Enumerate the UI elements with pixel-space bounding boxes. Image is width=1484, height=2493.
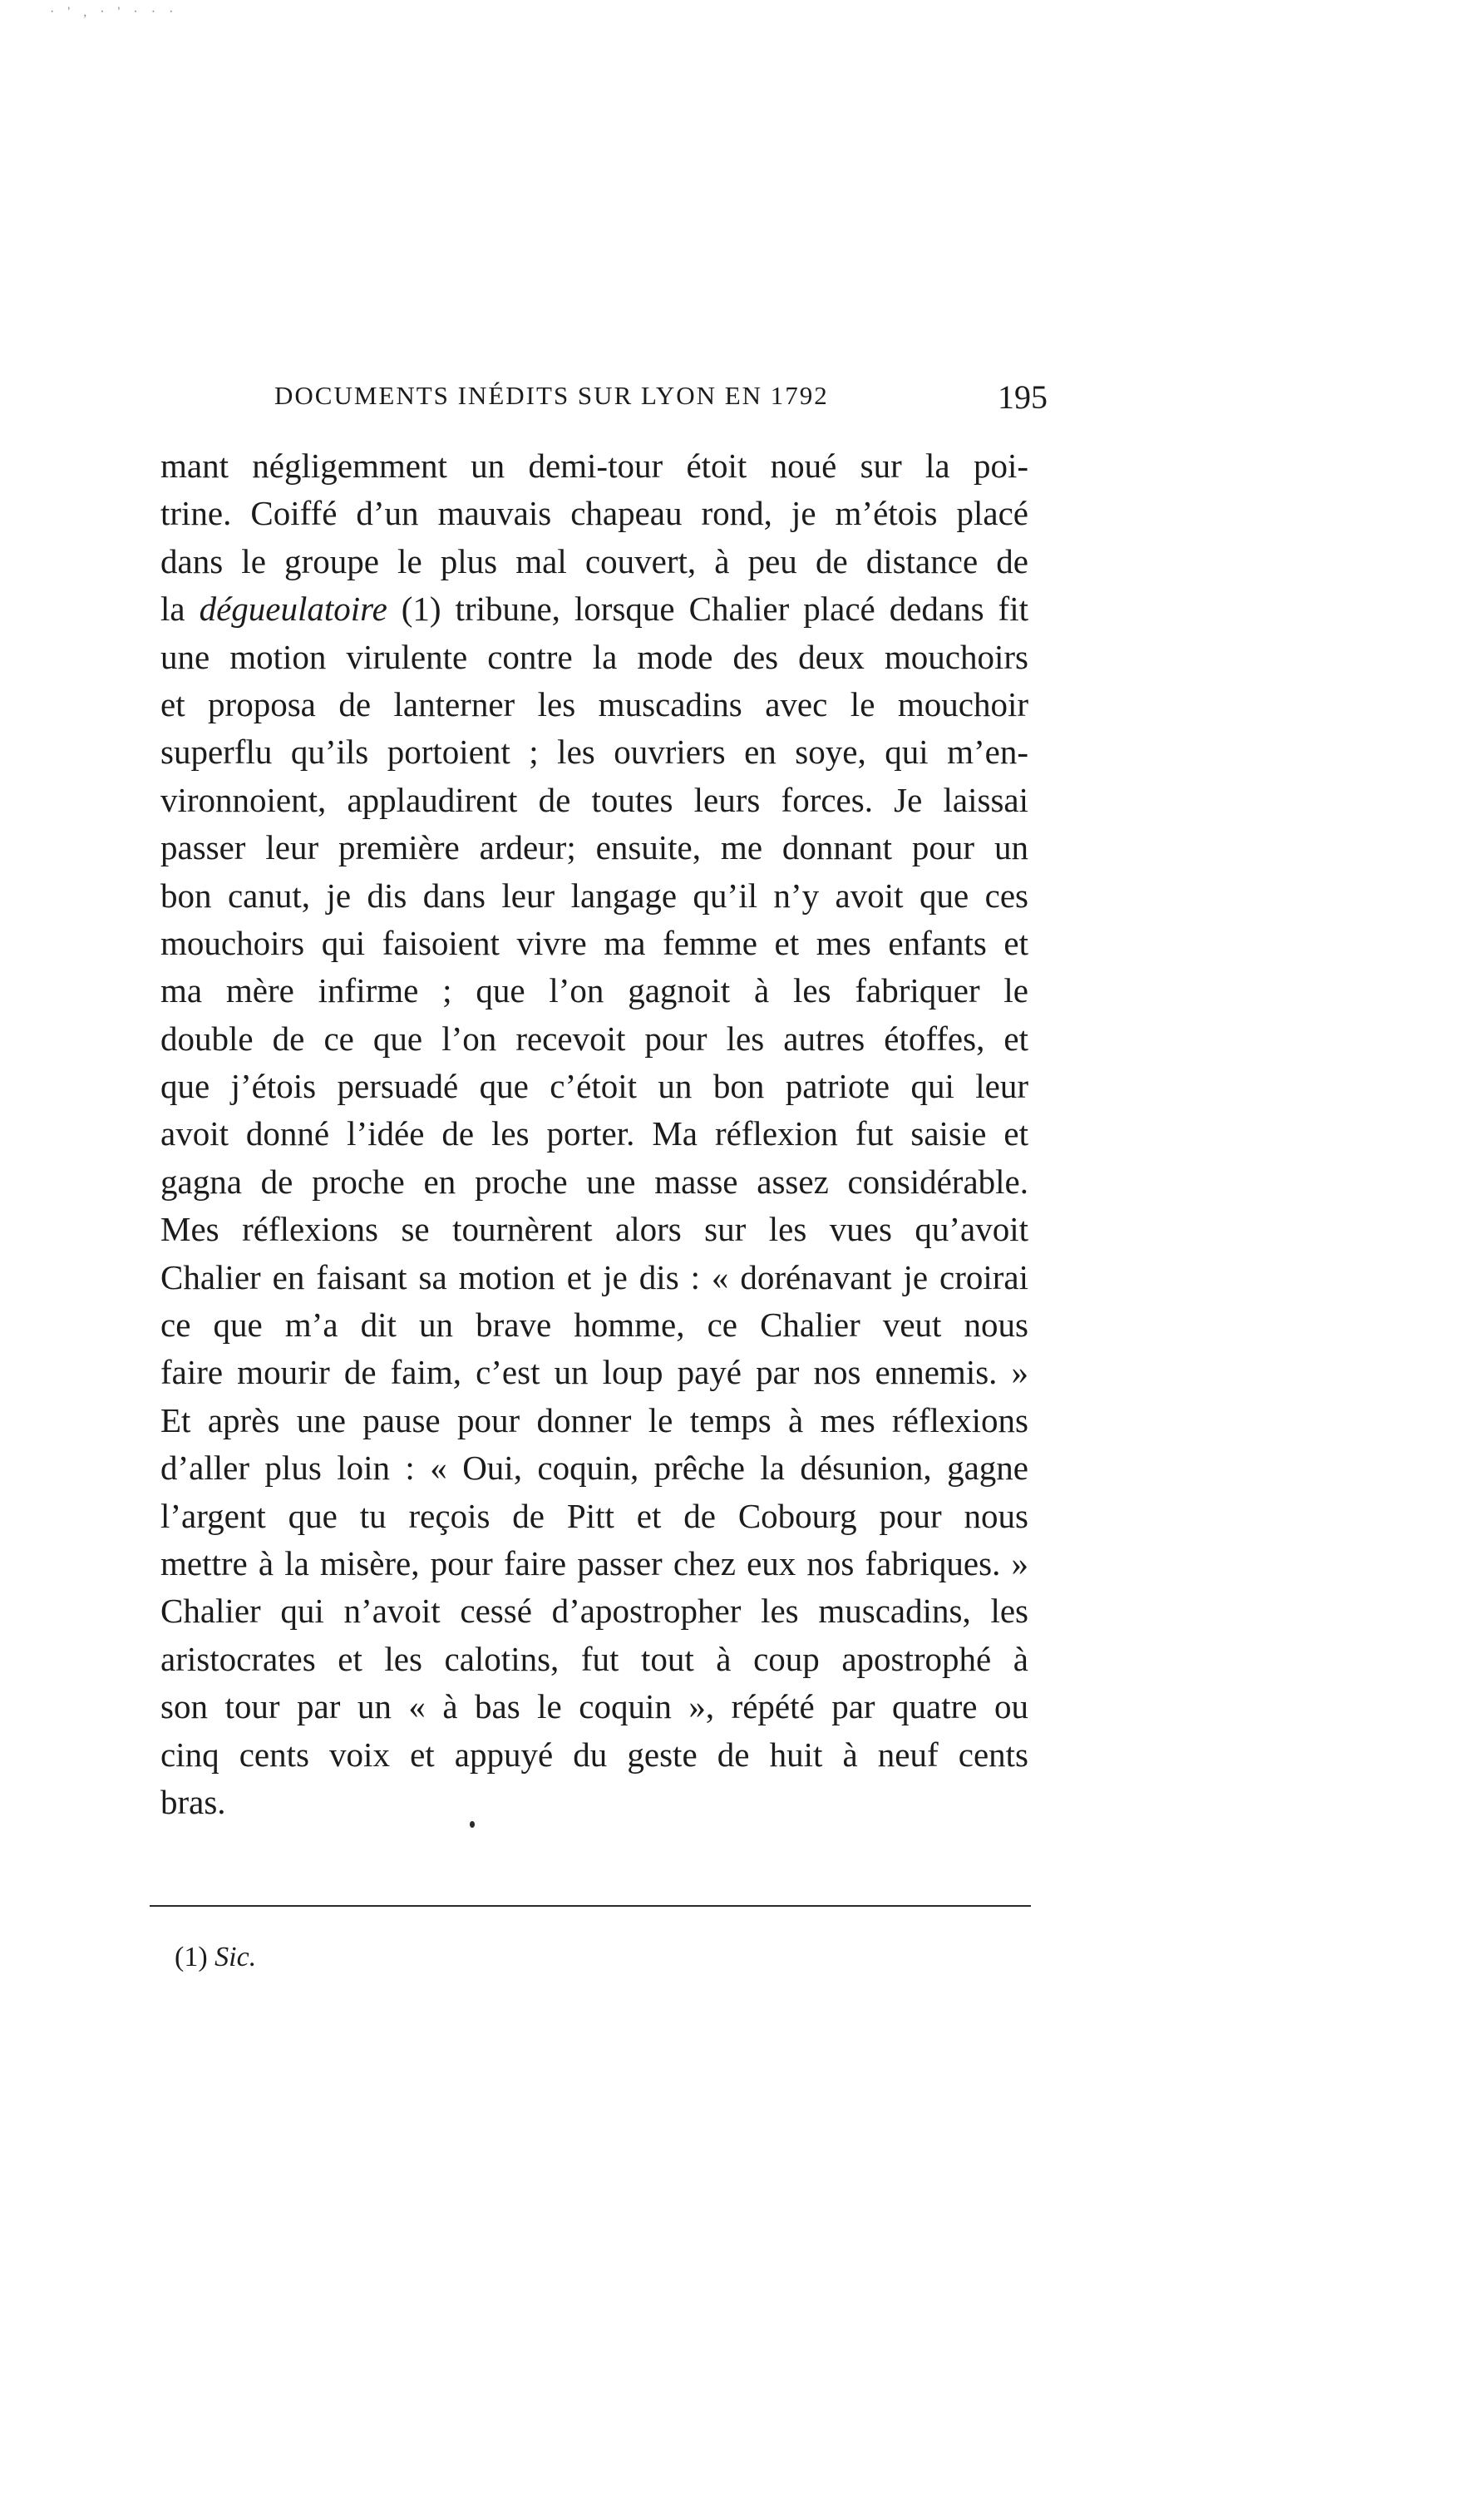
text-line: que j’étois persuadé que c’étoit un bon patriote qui leur [160, 1067, 1028, 1106]
text-line: bras. [160, 1782, 226, 1821]
text-line: Chalier en faisant sa motion et je dis : « dorénavant je croirai [160, 1257, 1028, 1296]
text-line: d’aller plus loin : « Oui, coquin, prêche la désunion, gagne [160, 1449, 1028, 1488]
text-fragment: (1) tribune, lorsque Chalier placé dedans fit [387, 590, 1028, 629]
body-text [160, 442, 1028, 1826]
ink-speck [470, 1821, 475, 1828]
running-head [274, 378, 1048, 422]
text-line: vironnoient, applaudirent de toutes leurs forces. Je laissai [160, 780, 1028, 819]
page-number: 195 [998, 378, 1048, 416]
text-line: ma mère infirme ; que l’on gagnoit à les fabriquer le [160, 971, 1028, 1010]
scan-specks: · ' , · ' · · · [50, 5, 179, 19]
text-line: trine. Coiffé d’un mauvais chapeau rond, je m’étois placé [160, 494, 1028, 533]
text-line: Chalier qui n’avoit cessé d’apostropher les muscadins, les [160, 1592, 1028, 1631]
text-fragment: la [160, 590, 200, 629]
text-line: l’argent que tu reçois de Pitt et de Cobourg pour nous [160, 1496, 1028, 1535]
text-line: mouchoirs qui faisoient vivre ma femme et mes enfants et [160, 923, 1028, 962]
text-line: passer leur première ardeur; ensuite, me donnant pour un [160, 828, 1028, 867]
text-line: Mes réflexions se tournèrent alors sur les vues qu’avoit [160, 1210, 1028, 1249]
text-line: double de ce que l’on recevoit pour les autres étoffes, et [160, 1019, 1028, 1058]
text-line: Et après une pause pour donner le temps à mes réflexions [160, 1400, 1028, 1439]
footnote [175, 1942, 256, 1973]
footnote-text: Sic. [214, 1942, 257, 1972]
text-line: faire mourir de faim, c’est un loup payé par nos ennemis. » [160, 1353, 1028, 1392]
text-line: mant négligemment un demi-tour étoit noué sur la poi- [160, 447, 1028, 485]
text-line: gagna de proche en proche une masse assez considérable. [160, 1162, 1028, 1201]
italic-word: dégueulatoire [199, 590, 387, 629]
text-line: mettre à la misère, pour faire passer chez eux nos fabriques. » [160, 1543, 1028, 1582]
text-line: et proposa de lanterner les muscadins avec le mouchoir [160, 684, 1028, 723]
text-line: son tour par un « à bas le coquin », répété par quatre ou [160, 1687, 1028, 1726]
text-line: aristocrates et les calotins, fut tout à coup apostrophé à [160, 1639, 1028, 1678]
text-line [160, 585, 1028, 633]
footnote-rule [150, 1905, 1031, 1907]
text-line: une motion virulente contre la mode des deux mouchoirs [160, 637, 1028, 676]
text-line: bon canut, je dis dans leur langage qu’il n’y avoit que ces [160, 876, 1028, 915]
text-line: avoit donné l’idée de les porter. Ma réflexion fut saisie et [160, 1114, 1028, 1153]
text-line: cinq cents voix et appuyé du geste de huit à neuf cents [160, 1735, 1028, 1774]
text-line: ce que m’a dit un brave homme, ce Chalier veut nous [160, 1306, 1028, 1345]
running-title: DOCUMENTS INÉDITS SUR LYON EN 1792 [274, 381, 829, 410]
text-line: superflu qu’ils portoient ; les ouvriers en soye, qui m’en- [160, 733, 1028, 772]
text-line: dans le groupe le plus mal couvert, à peu de distance de [160, 541, 1028, 580]
footnote-marker: (1) [175, 1942, 208, 1972]
